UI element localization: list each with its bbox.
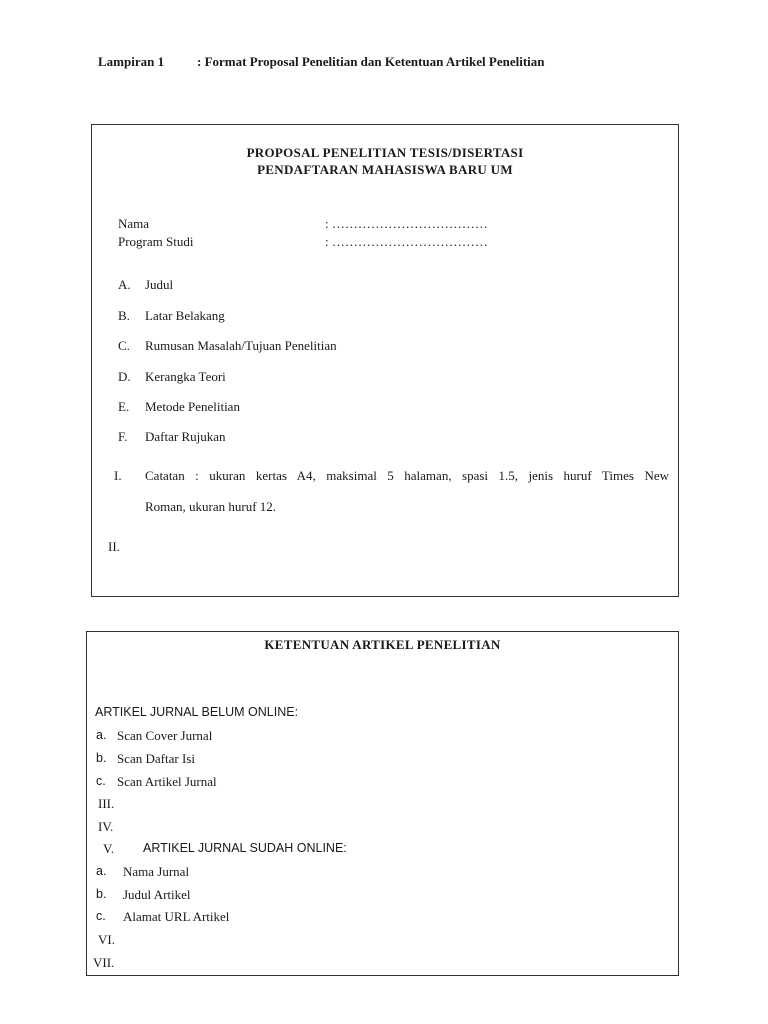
section-letter: E. xyxy=(118,399,130,414)
section-judul: Judul xyxy=(145,277,174,292)
document-title: : Format Proposal Penelitian dan Ketentuan Artikel Penelitian xyxy=(197,54,545,69)
item-letter: c. xyxy=(96,909,106,923)
marker-iv: IV. xyxy=(98,819,114,834)
field-label-program-studi: Program Studi xyxy=(118,234,194,249)
field-value-nama: : ……………………………… xyxy=(325,216,488,231)
marker-v: V. xyxy=(103,841,114,856)
artikel-title: KETENTUAN ARTIKEL PENELITIAN xyxy=(264,637,501,652)
section-kerangka-teori: Kerangka Teori xyxy=(145,369,226,384)
item-scan-artikel: Scan Artikel Jurnal xyxy=(117,774,217,789)
note-marker: I. xyxy=(114,468,122,483)
item-scan-cover: Scan Cover Jurnal xyxy=(117,728,213,743)
proposal-title-line2: PENDAFTARAN MAHASISWA BARU UM xyxy=(257,162,513,177)
section-daftar-rujukan: Daftar Rujukan xyxy=(145,429,226,444)
item-letter: b. xyxy=(96,887,107,901)
artikel-box xyxy=(86,631,679,976)
marker-vii: VII. xyxy=(93,955,115,970)
section-latar-belakang: Latar Belakang xyxy=(145,308,225,323)
field-label-nama: Nama xyxy=(118,216,150,231)
marker-vi: VI. xyxy=(98,932,115,947)
section-letter: C. xyxy=(118,338,130,353)
section-metode-penelitian: Metode Penelitian xyxy=(145,399,240,414)
item-nama-jurnal: Nama Jurnal xyxy=(123,864,190,879)
sudah-online-heading: ARTIKEL JURNAL SUDAH ONLINE: xyxy=(143,841,347,855)
item-scan-daftar-isi: Scan Daftar Isi xyxy=(117,751,195,766)
item-letter: a. xyxy=(96,864,107,878)
field-value-program-studi: : ……………………………… xyxy=(325,234,488,249)
marker-ii: II. xyxy=(108,539,120,554)
section-letter: A. xyxy=(118,277,131,292)
item-letter: c. xyxy=(96,774,106,788)
item-judul-artikel: Judul Artikel xyxy=(123,887,191,902)
belum-online-heading: ARTIKEL JURNAL BELUM ONLINE: xyxy=(95,705,299,719)
proposal-title-line1: PROPOSAL PENELITIAN TESIS/DISERTASI xyxy=(246,145,524,160)
lampiran-label: Lampiran 1 xyxy=(98,54,165,69)
item-alamat-url: Alamat URL Artikel xyxy=(123,909,230,924)
section-letter: F. xyxy=(118,429,128,444)
proposal-box xyxy=(91,124,679,597)
section-letter: D. xyxy=(118,369,131,384)
note-line2: Roman, ukuran huruf 12. xyxy=(145,499,277,514)
item-letter: b. xyxy=(96,751,107,765)
item-letter: a. xyxy=(96,728,107,742)
marker-iii: III. xyxy=(98,796,115,811)
section-letter: B. xyxy=(118,308,130,323)
section-rumusan-masalah: Rumusan Masalah/Tujuan Penelitian xyxy=(145,338,337,353)
note-line1: Catatan : ukuran kertas A4, maksimal 5 halaman, spasi 1.5, jenis huruf Times New xyxy=(145,468,669,483)
